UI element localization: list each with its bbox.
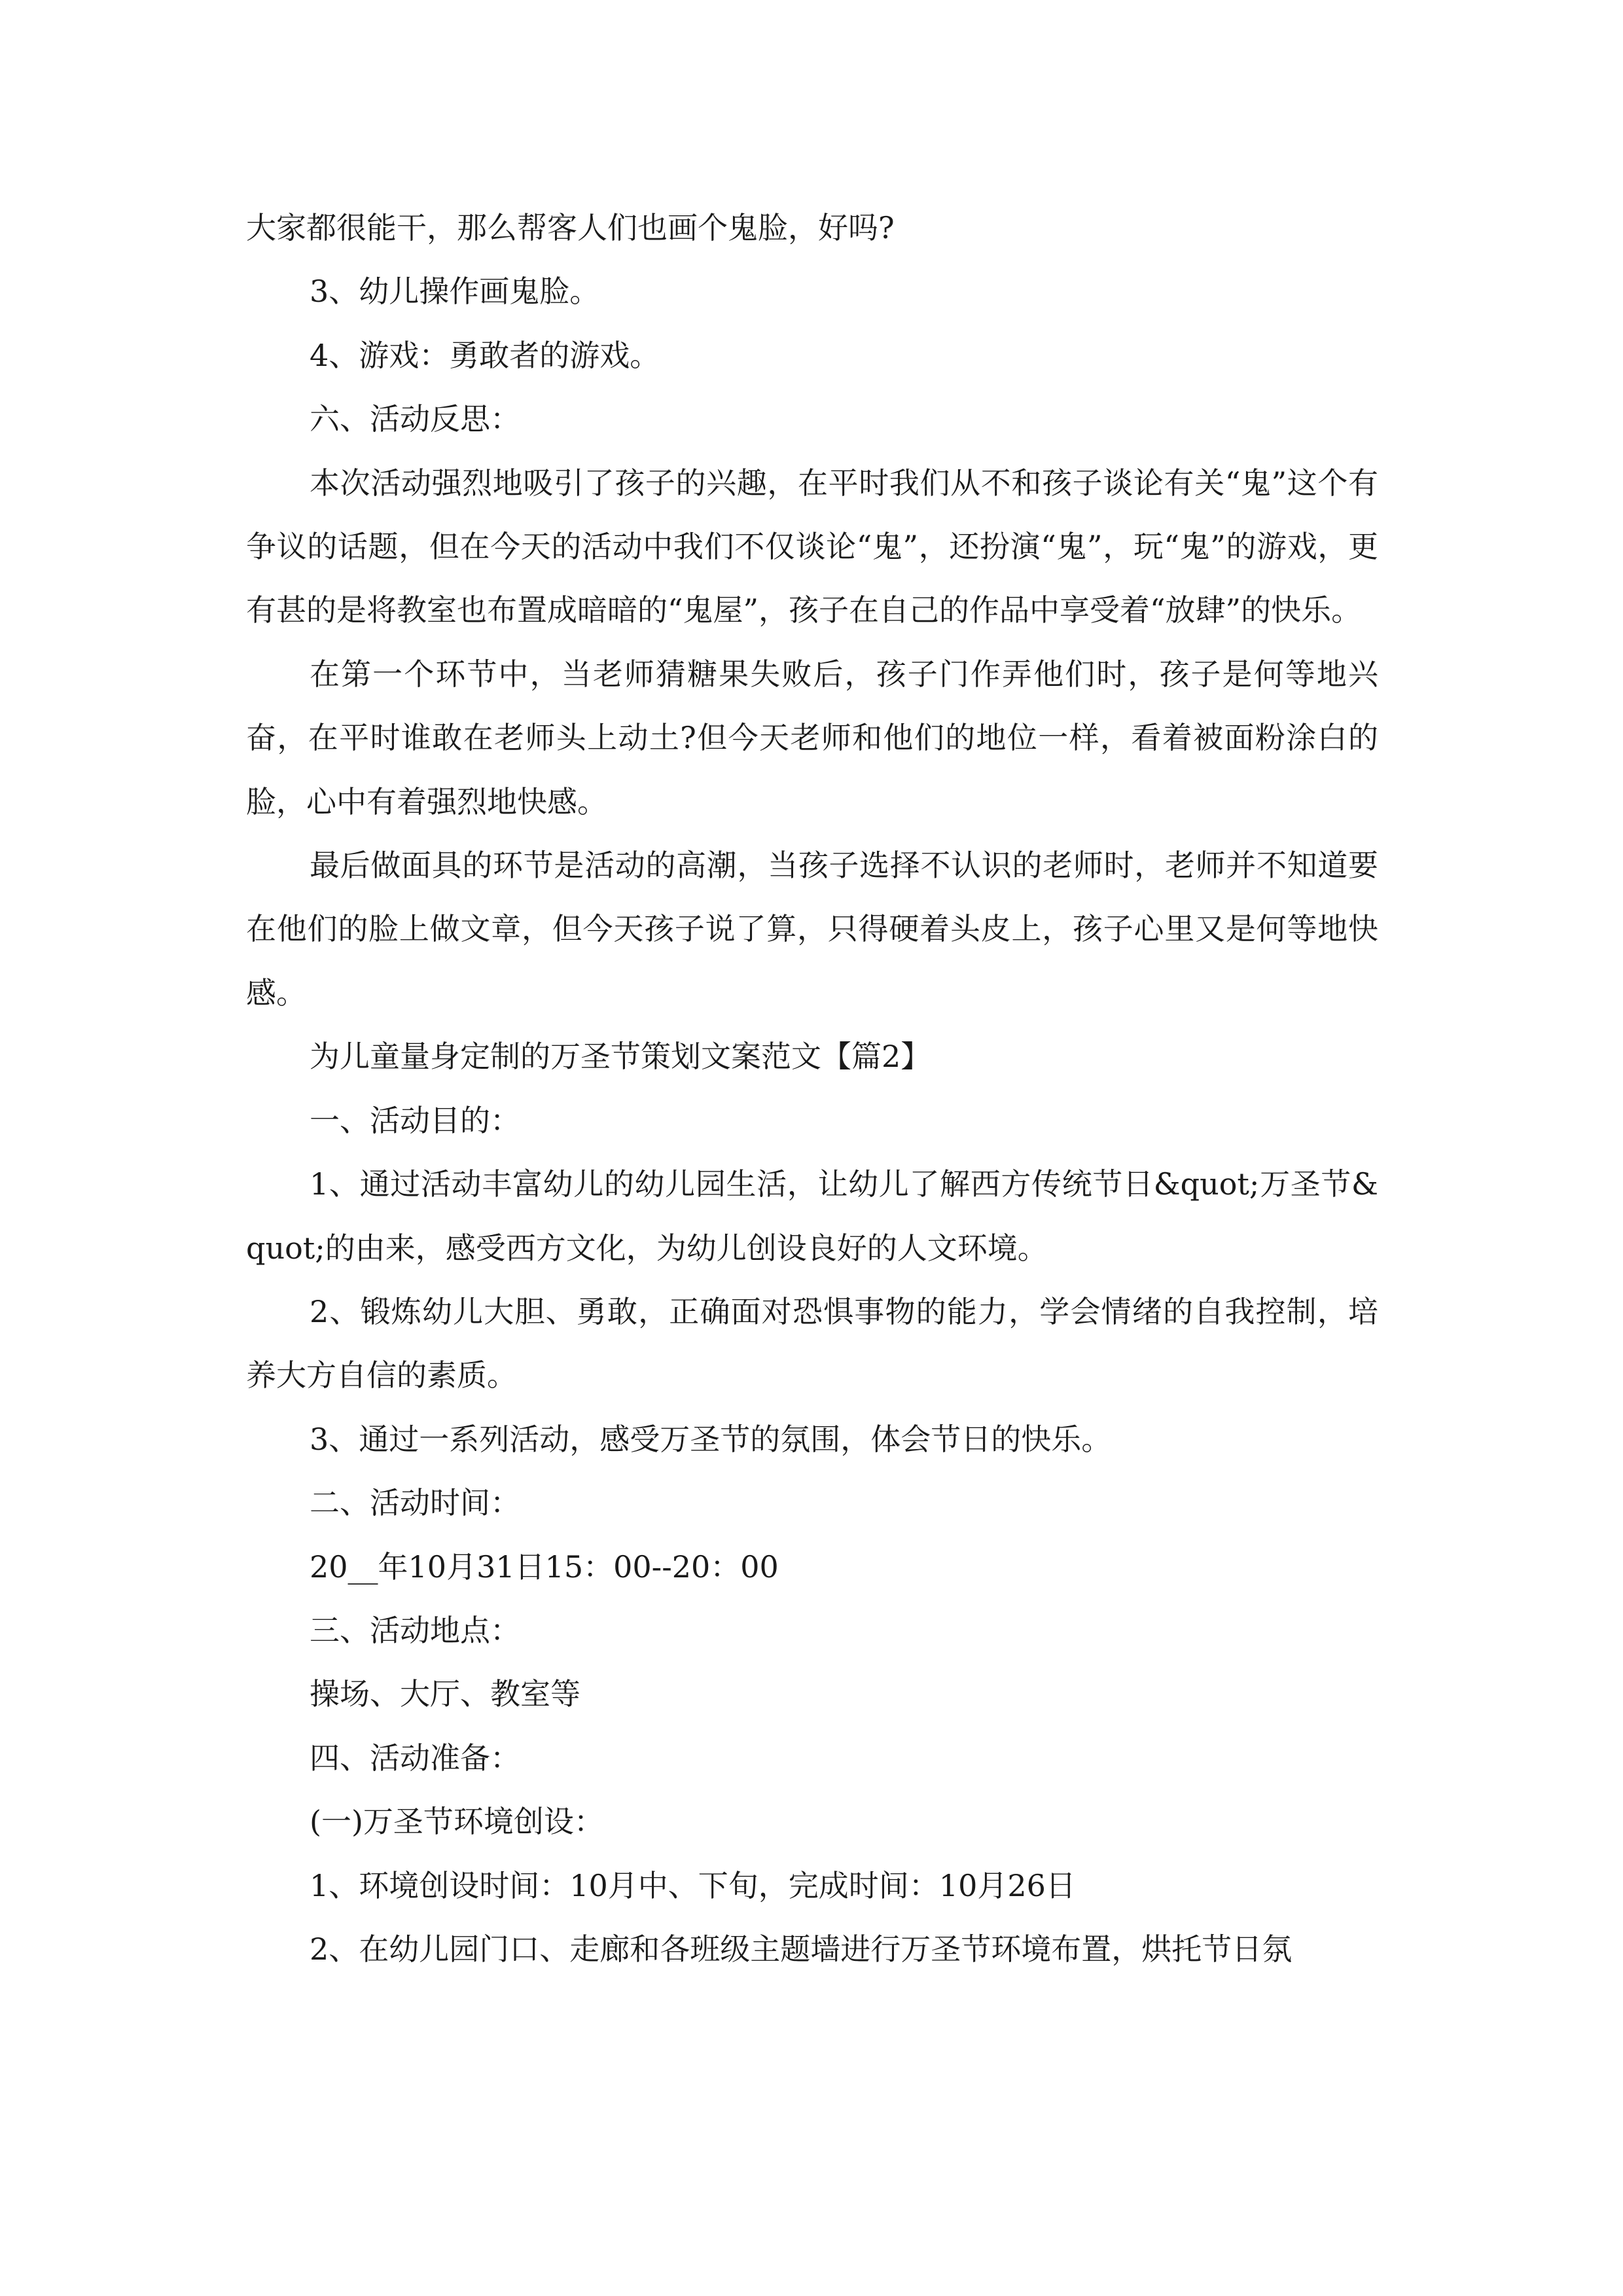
- paragraph: 3、幼儿操作画鬼脸。: [310, 274, 600, 310]
- paragraph: 本次活动强烈地吸引了孩子的兴趣，在平时我们从不和孩子谈论有关“鬼”这个有争议的话题，但在今天的活动中我们不仅谈论“鬼”，还扮演“鬼”，玩“鬼”的游戏，更有甚的是将教室也布置成暗暗的“鬼屋”，孩子在自己的作品中享受着“放肆”的快乐。: [246, 465, 1378, 628]
- paragraph: 20__年10月31日15：00--20：00: [310, 1549, 779, 1585]
- section-heading: 三、活动地点：: [310, 1612, 520, 1648]
- article-heading: 为儿童量身定制的万圣节策划文案范文【篇2】: [310, 1039, 931, 1075]
- document-body: [246, 196, 1378, 1981]
- paragraph: 最后做面具的环节是活动的高潮，当孩子选择不认识的老师时，老师并不知道要在他们的脸上做文章，但今天孩子说了算，只得硬着头皮上，孩子心里又是何等地快感。: [246, 848, 1378, 1011]
- paragraph: 2、在幼儿园门口、走廊和各班级主题墙进行万圣节环境布置，烘托节日氛: [310, 1931, 1293, 1967]
- paragraph: 4、游戏：勇敢者的游戏。: [310, 337, 660, 373]
- section-heading: 二、活动时间：: [310, 1485, 520, 1521]
- paragraph: 操场、大厅、教室等: [310, 1676, 580, 1712]
- paragraph: 大家都很能干，那么帮客人们也画个鬼脸，好吗?: [246, 210, 895, 245]
- paragraph: 1、环境创设时间：10月中、下旬，完成时间：10月26日: [310, 1867, 1076, 1903]
- paragraph: 1、通过活动丰富幼儿的幼儿园生活，让幼儿了解西方传统节日&quot;万圣节&quot;的由来，感受西方文化，为幼儿创设良好的人文环境。: [246, 1166, 1378, 1266]
- section-heading: 六、活动反思：: [310, 401, 520, 437]
- paragraph: 2、锻炼幼儿大胆、勇敢，正确面对恐惧事物的能力，学会情绪的自我控制，培养大方自信的素质。: [246, 1293, 1378, 1393]
- section-heading: 一、活动目的：: [310, 1102, 520, 1138]
- paragraph: 在第一个环节中，当老师猜糖果失败后，孩子门作弄他们时，孩子是何等地兴奋，在平时谁敢在老师头上动土?但今天老师和他们的地位一样，看着被面粉涂白的脸，心中有着强烈地快感。: [246, 656, 1378, 819]
- section-heading: 四、活动准备：: [310, 1740, 520, 1776]
- subsection-heading: (一)万圣节环境创设：: [310, 1804, 604, 1840]
- paragraph: 3、通过一系列活动，感受万圣节的氛围，体会节日的快乐。: [310, 1421, 1112, 1457]
